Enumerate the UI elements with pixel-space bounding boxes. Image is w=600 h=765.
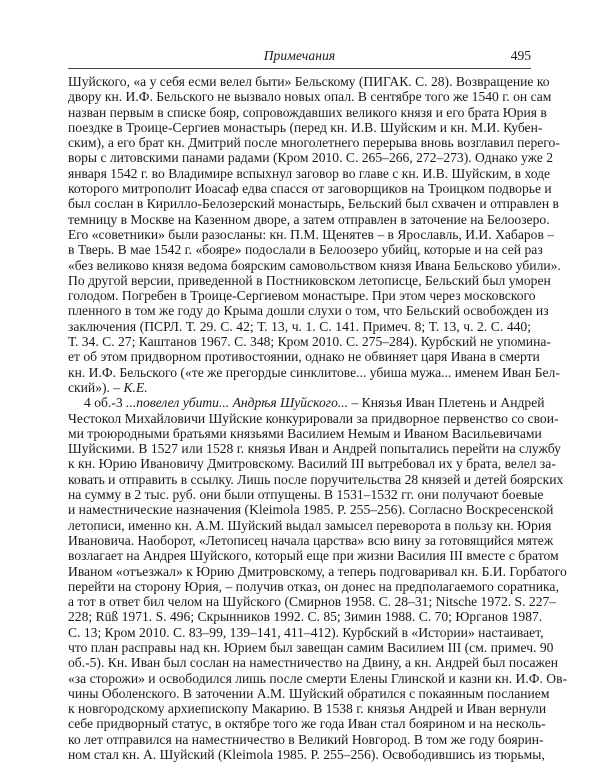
author-signature: К.Е.: [123, 379, 148, 395]
text-line: Иваном «отъезжал» к Юрию Дмитровскому, а теперь подговаривал кн. Б.И. Горбатого: [68, 563, 567, 579]
running-head: [68, 48, 531, 68]
text-line: Шуйского, «а у себя есми велел быти» Бельскому (ПИГАК. С. 28). Возвращение ко: [68, 74, 550, 89]
text-line: ковать и отправить в ссылку. Лишь после поручительства 28 князей и детей боярских: [68, 471, 564, 487]
text-line: По другой версии, приведенной в Постниковском летописце, Бельский был уморен: [68, 272, 551, 288]
text-line: в Тверь. В мае 1542 г. «бояре» подослали в Белоозеро убийц, которые и на сей раз: [68, 242, 543, 258]
note-lemma: ...повелел убити... Андрѣя Шуйского...: [126, 395, 349, 411]
text-line: был сослан в Кирилло-Белозерский монастырь, Бельский был схвачен и отправлен в: [68, 196, 559, 212]
text-line: летописи, именно кн. А.М. Шуйский выдал замысел переворота в пользу кн. Юрия: [68, 517, 552, 533]
text-line: темницу в Москве на Казенном дворе, а затем отправлен в заточение на Белоозеро.: [68, 211, 550, 227]
notes-body: [68, 74, 568, 763]
text-line: «без великово князя ведома боярским самовольством князя Ивана Бельсково убили».: [68, 257, 561, 273]
text-line: двору кн. И.Ф. Бельского не вызвало новых опал. В сентябре того же 1540 г. он сам: [68, 89, 552, 105]
text-line: ном стал кн. А. Шуйский (Kleimola 1985. P. 255–256). Освободившись из тюрьмы,: [68, 747, 545, 763]
text-line: чины Оболенского. В заточении А.М. Шуйский обратился с покаянным посланием: [68, 685, 550, 701]
text-line: которого митрополит Иоасаф едва спасся от заговорщиков на Троицком подворье и: [68, 181, 552, 197]
text-line: Т. 34. С. 27; Каштанов 1967. С. 348; Кром 2010. С. 275–284). Курбский не упомина-: [68, 334, 551, 350]
text-line: ет об этом придворном противостоянии, однако не обвиняет царя Ивана в смерти: [68, 349, 540, 365]
header-rule: [68, 68, 531, 69]
text-line: Шуйскими. В 1527 или 1528 г. князья Иван и Андрей попытались перейти на службу: [68, 441, 561, 457]
text-line: Честокол Михайловичи Шуйские конкурировали за придворное первенство со свои-: [68, 410, 559, 426]
text-line: к кн. Юрию Ивановичу Дмитровскому. Василий III вытребовал их у брата, велел за-: [68, 456, 556, 472]
text-line: Ивановича. Наоборот, «Летописец начала царства» всю вину за готовящийся мятеж: [68, 532, 554, 548]
text-line: об.-5). Кн. Иван был сослан на наместничество на Двину, а кн. Андрей был посажен: [68, 655, 558, 671]
text-line: «за сторожи» и освободился лишь после смерти Елены Глинской и казни кн. И.Ф. Ов-: [68, 670, 568, 686]
text-line: возлагает на Андрея Шуйского, который еще при жизни Василия III вместе с братом: [68, 548, 559, 564]
text-line: заключения (ПСРЛ. Т. 29. С. 42; Т. 13, ч. 1. С. 141. Примеч. 8; Т. 13, ч. 2. С. 440;: [68, 318, 531, 334]
text-line: и наместнические назначения (Kleimola 1985. P. 255–256). Согласно Воскресенской: [68, 502, 554, 518]
text-fragment: – Князья Иван Плетень и Андрей: [348, 395, 545, 411]
text-line: Его «советники» были разосланы: кн. П.М. Щенятев – в Ярославль, И.И. Хабаров –: [68, 226, 555, 242]
text-line: себе придворный статус, в октябре того же года Иван стал боярином и на несколь-: [68, 716, 546, 732]
text-line: ми троюродными братьями князьями Василием Немым и Иваном Васильевичами: [68, 425, 542, 441]
note-paragraph-1: [68, 74, 561, 395]
running-head-title: Примечания: [263, 48, 336, 63]
text-line: С. 13; Кром 2010. С. 83–99, 139–141, 411–412). Курбский в «Истории» настаивает,: [68, 624, 544, 640]
text-line: а тот в ответ бил челом на Шуйского (Смирнов 1958. С. 28–31; Nitsche 1972. S. 227–: [68, 594, 557, 610]
note-paragraph-2: [68, 395, 568, 763]
note-heading-line: [68, 395, 545, 411]
text-line: кн. И.Ф. Бельского («те же прегордые синклитове... убиша мужа... именем Иван Бел-: [68, 364, 560, 380]
text-line: назван первым в списке бояр, сопровождавших великого князя и его брата Юрия в: [68, 104, 547, 120]
paragraph-end-line: [68, 380, 531, 395]
text-line: января 1542 г. во Владимире вспыхнул заговор во главе с кн. И.В. Шуйским, в ходе: [68, 165, 551, 181]
text-line: пленного в том же году до Крыма дошли слухи о том, что Бельский освобожден из: [68, 303, 549, 319]
text-line: поездке в Троице-Сергиев монастырь (перед кн. И.В. Шуйским и кн. М.И. Кубен-: [68, 119, 543, 135]
text-line: 228; Rüß 1971. S. 496; Скрынников 1992. С. 85; Зимин 1988. С. 70; Юрганов 1987.: [68, 609, 543, 625]
text-line: ским), а его брат кн. Дмитрий после многолетнего перерыва вновь возглавил перего-: [68, 135, 560, 151]
text-line: голодом. Погребен в Троице-Сергиевом монастыре. При этом через московского: [68, 288, 536, 304]
text-fragment: ский»). –: [68, 379, 124, 395]
note-reference: 4 об.-3: [84, 395, 127, 411]
text-line: воры с литовскими панами радами (Кром 2010. С. 265–266, 272–273). Однако уже 2: [68, 150, 554, 166]
text-line: что план расправы над кн. Юрием был завещан самим Василием III (см. примеч. 90: [68, 639, 554, 655]
text-line: перейти на сторону Юрия, – получив отказ, он донес на предполагаемого соратника,: [68, 578, 559, 594]
page-number: 495: [510, 48, 531, 63]
text-line: ко лет отправился на наместничество в Великий Новгород. В том же году боярин-: [68, 731, 544, 747]
text-line: к новгородскому архиепископу Макарию. В 1538 г. князья Андрей и Иван вернули: [68, 701, 547, 717]
text-line: на сумму в 2 тыс. руб. они были отпущены. В 1531–1532 гг. они получают боевые: [68, 487, 544, 503]
